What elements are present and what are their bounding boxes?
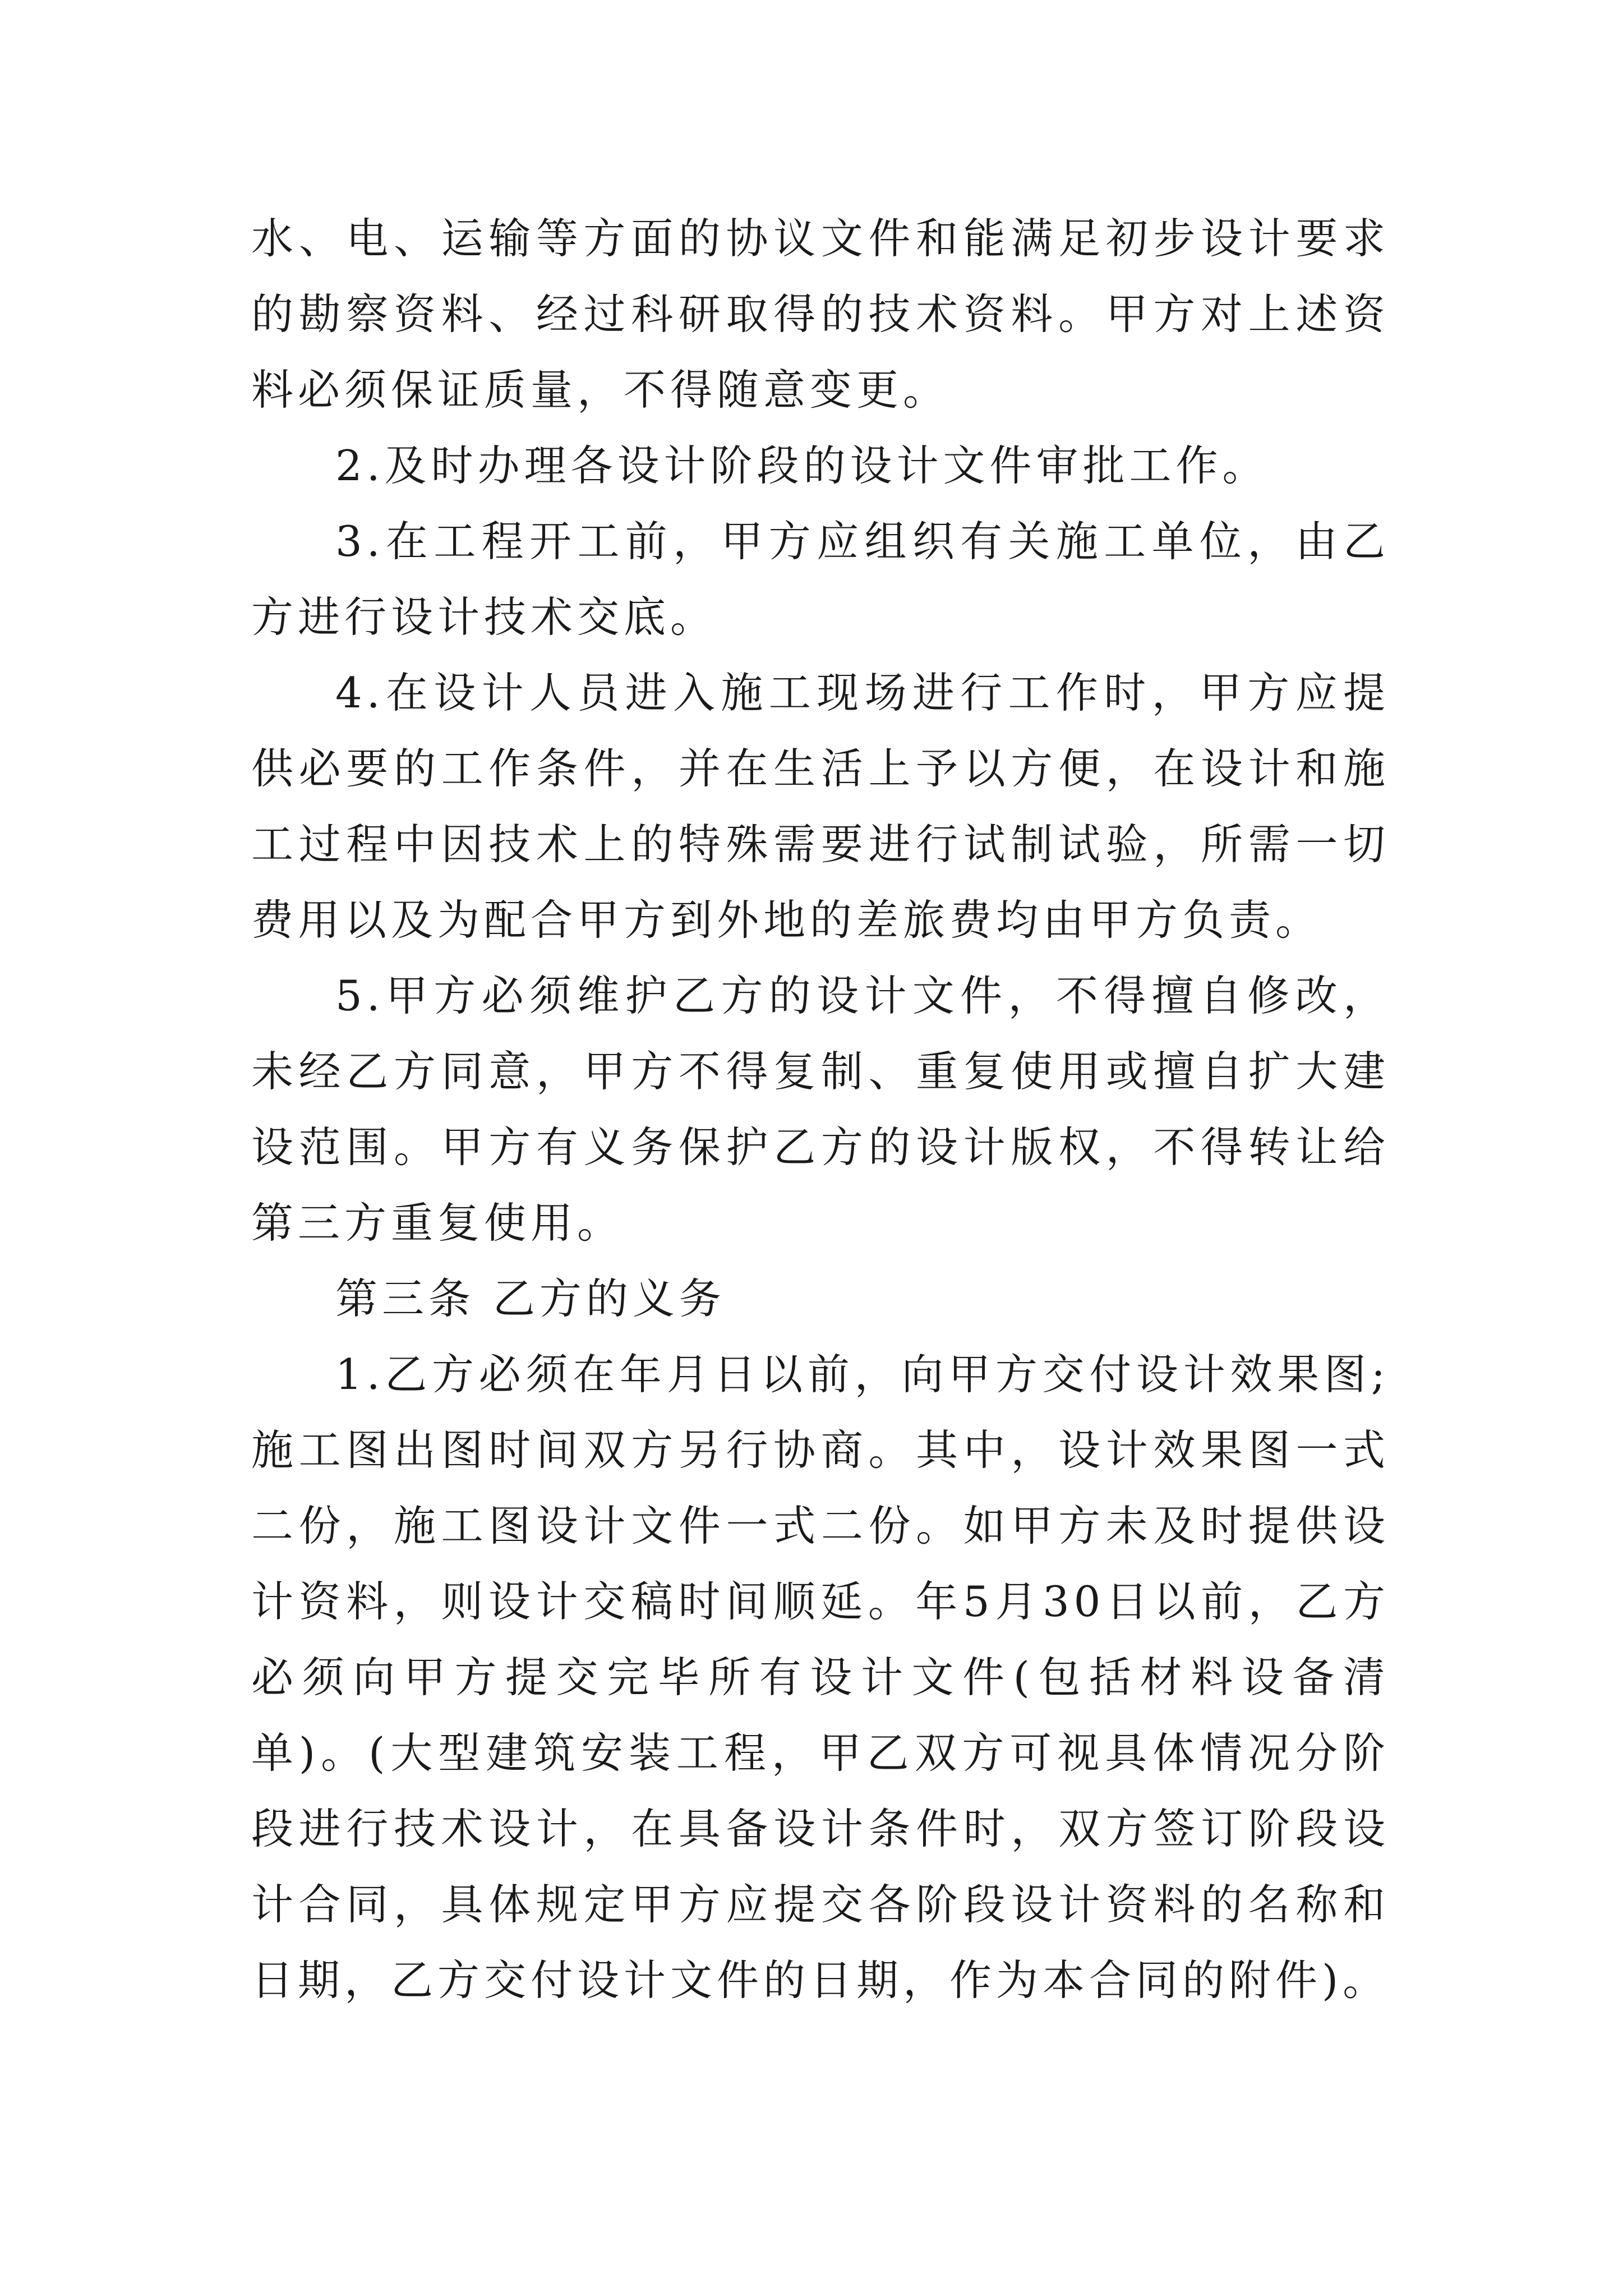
- paragraph-item-2: 2.及时办理各设计阶段的设计文件审批工作。: [335, 441, 1269, 490]
- paragraph-item-3: 3.在工程开工前，甲方应组织有关施工单位，由乙方进行设计技术交底。: [251, 517, 1390, 642]
- paragraph-article-3-item-1: 1.乙方必须在年月日以前，向甲方交付设计效果图;施工图出图时间双方另行协商。其中，设计效果图一式二份，施工图设计文件一式二份。如甲方未及时提供设计资料，则设计交稿时间顺延。年5月30日以前，乙方必须向甲方提交完毕所有设计文件(包括材料设备清单)。(大型建筑安装工程，甲乙双方可视具体情况分阶段进行技术设计，在具备设计条件时，双方签订阶段设计合同，具体规定甲方应提交各阶段设计资料的名称和日期，乙方交付设计文件的日期，作为本合同的附件)。: [251, 1350, 1390, 2005]
- paragraph-item-4: 4.在设计人员进入施工现场进行工作时，甲方应提供必要的工作条件，并在生活上予以方便，在设计和施工过程中因技术上的特殊需要进行试制试验，所需一切费用以及为配合甲方到外地的差旅费均由甲方负责。: [251, 668, 1390, 945]
- paragraph-materials-continued: 水、电、运输等方面的协议文件和能满足初步设计要求的勘察资料、经过科研取得的技术资料。甲方对上述资料必须保证质量，不得随意变更。: [251, 214, 1390, 415]
- section-heading-article-3: 第三条 乙方的义务: [335, 1274, 726, 1323]
- paragraph-item-5: 5.甲方必须维护乙方的设计文件，不得擅自修改，未经乙方同意，甲方不得复制、重复使用或擅自扩大建设范围。甲方有义务保护乙方的设计版权，不得转让给第三方重复使用。: [251, 971, 1390, 1248]
- document-body: [251, 201, 1390, 2018]
